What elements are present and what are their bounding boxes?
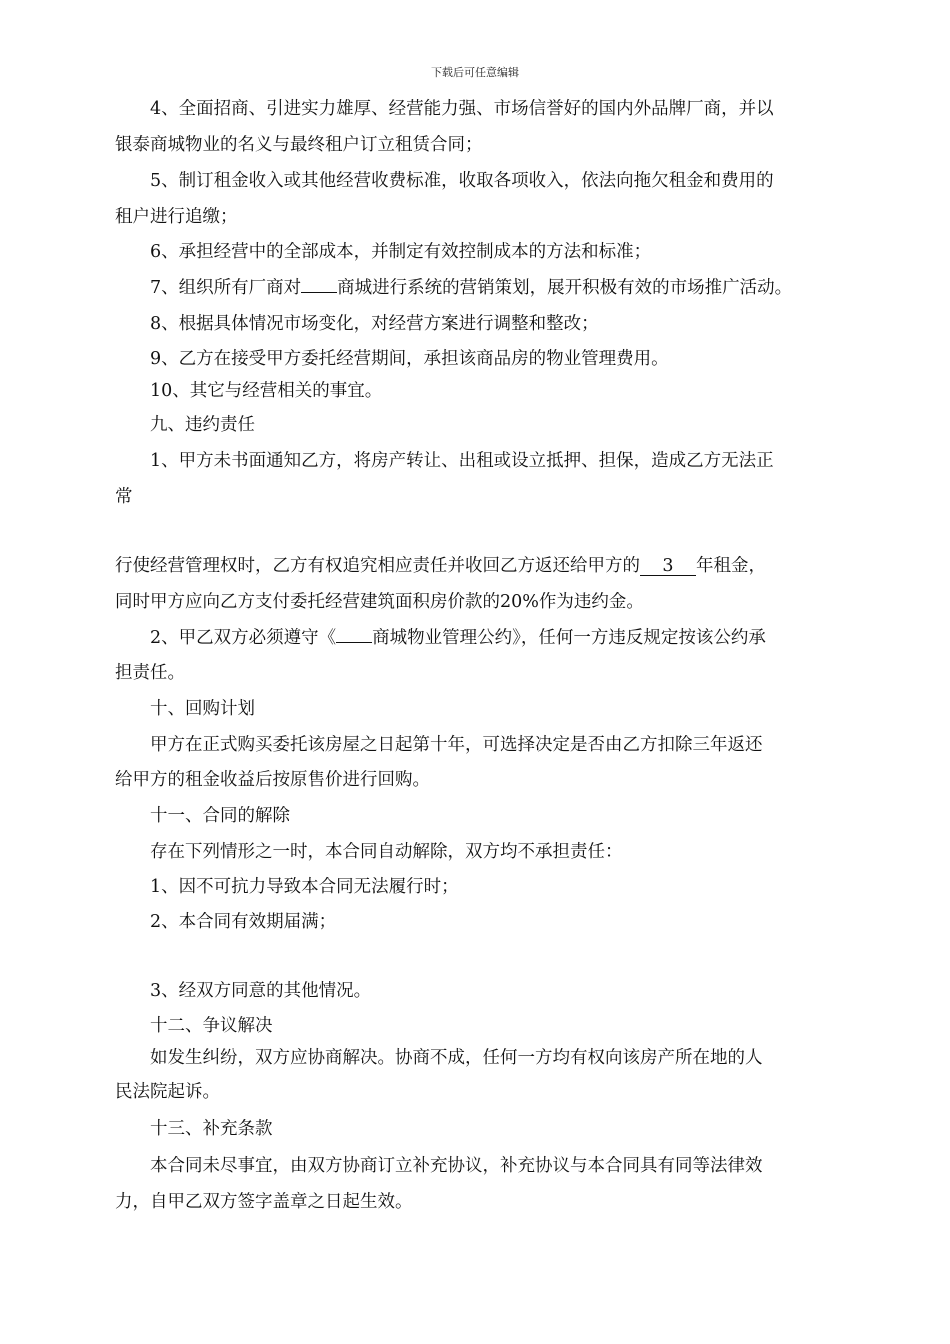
section-heading-10: 十、回购计划 [150,699,255,719]
clause-9-item-1-line-1: 1、甲方未书面通知乙方，将房产转让、出租或设立抵押、担保，造成乙方无法正 [150,451,774,471]
clause-10-line-2: 给甲方的租金收益后按原售价进行回购。 [115,770,430,790]
section-heading-12: 十二、争议解决 [150,1016,273,1036]
clause-8-item-5-line-1: 5、制订租金收入或其他经营收费标准，收取各项收入，依法向拖欠租金和费用的 [150,171,774,191]
clause-8-item-8: 8、根据具体情况市场变化，对经营方案进行调整和整改； [150,314,599,334]
mall-name-blank [301,292,337,293]
clause-8-item-4-line-2: 银泰商城物业的名义与最终租户订立租赁合同； [115,135,483,155]
section-heading-13: 十三、补充条款 [150,1119,273,1139]
clause-8-item-7 [150,277,880,299]
clause-9-item-1-line-3-start: 行使经营管理权时，乙方有权追究相应责任并收回乙方返还给甲方的 [115,556,640,576]
clause-9-item-1-line-3 [115,555,845,577]
clause-8-item-4-line-1: 4、全面招商、引进实力雄厚、经营能力强、市场信誉好的国内外品牌厂商，并以 [150,99,774,119]
clause-10-line-1: 甲方在正式购买委托该房屋之日起第十年，可选择决定是否由乙方扣除三年返还 [150,735,763,755]
clause-11-item-1: 1、因不可抗力导致本合同无法履行时； [150,877,459,897]
mall-name-blank-2 [336,642,372,643]
clause-12-line-2: 民法院起诉。 [115,1082,220,1102]
section-heading-11: 十一、合同的解除 [150,806,290,826]
clause-11-item-3: 3、经双方同意的其他情况。 [150,981,372,1001]
clause-9-item-1-line-4: 同时甲方应向乙方支付委托经营建筑面积房价款的20%作为违约金。 [115,592,644,612]
clause-9-item-2-start: 2、甲乙双方必须遵守《 [150,628,337,648]
clause-8-item-7-start: 7、组织所有厂商对 [150,278,302,298]
clause-11-intro: 存在下列情形之一时，本合同自动解除，双方均不承担责任： [150,842,623,862]
clause-9-item-2-line-2: 担责任。 [115,663,185,683]
clause-8-item-9: 9、乙方在接受甲方委托经营期间，承担该商品房的物业管理费用。 [150,349,669,369]
clause-8-item-6: 6、承担经营中的全部成本，并制定有效控制成本的方法和标准； [150,242,652,262]
clause-8-item-7-end: 商城进行系统的营销策划，展开积极有效的市场推广活动。 [337,278,793,298]
clause-11-item-2: 2、本合同有效期届满； [150,912,337,932]
clause-13-line-1: 本合同未尽事宜，由双方协商订立补充协议，补充协议与本合同具有同等法律效 [150,1156,763,1176]
clause-9-item-2-line-1 [150,627,880,649]
section-heading-9: 九、违约责任 [150,415,255,435]
clause-8-item-5-line-2: 租户进行追缴； [115,207,238,227]
clause-9-item-2-end: 商城物业管理公约》，任何一方违反规定按该公约承 [372,628,766,648]
clause-9-item-1-line-2: 常 [115,487,133,507]
clause-8-item-10: 10、其它与经营相关的事宜。 [150,381,383,401]
clause-9-item-1-line-3-end: 年租金， [696,556,766,576]
clause-12-line-1: 如发生纠纷，双方应协商解决。协商不成，任何一方均有权向该房产所在地的人 [150,1048,763,1068]
clause-13-line-2: 力，自甲乙双方签字盖章之日起生效。 [115,1192,413,1212]
years-blank: 3 [640,557,696,576]
page-header: 下载后可任意编辑 [431,66,519,79]
